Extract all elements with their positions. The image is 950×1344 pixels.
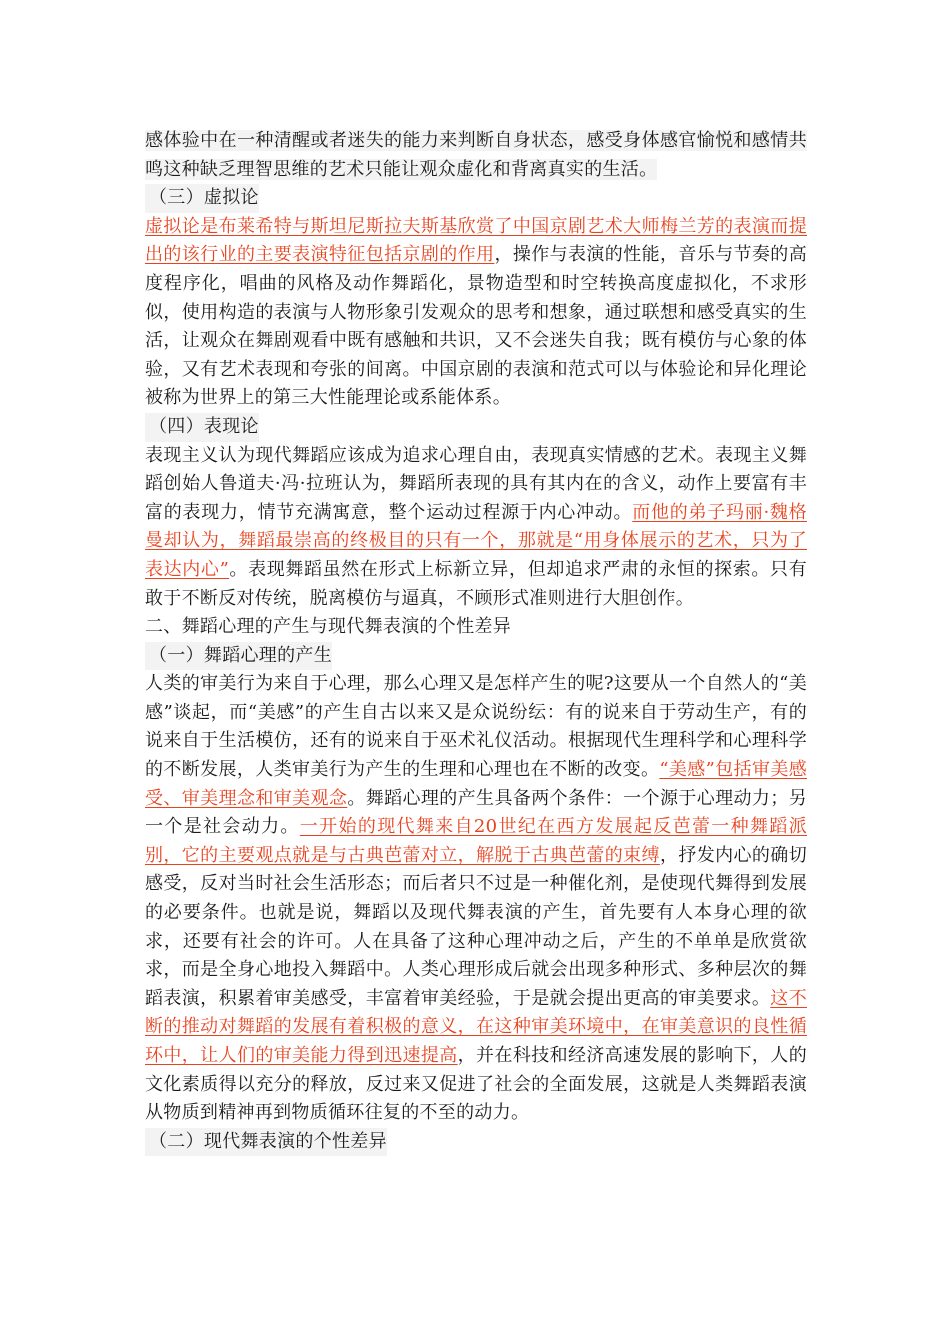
heading-text: （二）现代舞表演的个性差异	[145, 1128, 387, 1157]
heading-text: （三）虚拟论	[145, 184, 259, 213]
document-body	[145, 127, 807, 1156]
paragraph-text: 。舞蹈心理的产生具备两个条件：一个源于心理动力；另一个是社会动力。	[145, 787, 807, 838]
paragraph-text: 。表现舞蹈虽然在形式上标新立异，但却追求严肃的永恒的探索。只有敢于不断反对传统，脱离模仿与逼真，不顾形式准则进行大胆创作。	[145, 558, 808, 609]
paragraph-virtual-theory	[145, 213, 807, 413]
heading-text: （四）表现论	[145, 413, 259, 442]
chapter-heading-section-2	[145, 613, 807, 642]
heading-text: （一）舞蹈心理的产生	[145, 642, 332, 671]
paragraph-text: ，并在科技和经济高速发展的影响下，人的文化素质得以充分的释放，反过来又促进了社会的全面发展，这就是人类舞蹈表演从物质到精神再到物质循环往复的不至的动力。	[145, 1045, 807, 1124]
highlighted-text: 这不断的推动对舞蹈的发展有着积极的意义，在这种审美环境中，在审美意识的良性循环中，让人们的审美能力得到迅速提高	[145, 987, 807, 1066]
highlighted-text: “美感”包括审美感受、审美理念和审美观念	[145, 759, 807, 809]
paragraph-text: 表现主义认为现代舞蹈应该成为追求心理自由，表现真实情感的艺术。表现主义舞蹈创始人鲁道夫·冯·拉班认为，舞蹈所表现的具有其内在的含义，动作上要富有丰富的表现力，情节充满寓意，整个运动过程源于内心冲动。	[145, 444, 807, 523]
highlighted-text: 而他的弟子玛丽·魏格曼却认为，舞蹈最崇高的终极目的只有一个，那就是“用身体展示的艺术，只为了表达内心”	[145, 501, 807, 580]
highlighted-text: 一开始的现代舞来自20世纪在西方发展起反芭蕾一种舞蹈派别，它的主要观点就是与古典芭蕾对立，解脱于古典芭蕾的束缚	[145, 816, 807, 866]
paragraph-text: ，抒发内心的确切感受，反对当时社会生活形态；而后者只不过是一种催化剂，是使现代舞得到发展的必要条件。也就是说，舞蹈以及现代舞表演的产生，首先要有人本身心理的欲求，还要有社会的许可。人在具备了这种心理冲动之后，产生的不单单是欣赏欲求，而是全身心地投入舞蹈中。人类心理形成后就会出现多种形式、多种层次的舞蹈表演，积累着审美感受，丰富着审美经验，于是就会提出更高的审美要求。	[145, 844, 807, 1009]
paragraph-dance-psychology	[145, 670, 807, 1128]
paragraph-text: 人类的审美行为来自于心理，那么心理又是怎样产生的呢?这要从一个自然人的“美感”谈起，而“美感”的产生自古以来又是众说纷纭：有的说来自于劳动生产，有的说来自于生活模仿，还有的说来自于巫术礼仪活动。根据现代生理科学和心理科学的不断发展，人类审美行为产生的生理和心理也在不断的改变。	[145, 673, 807, 781]
section-heading-expression-theory	[145, 413, 807, 442]
paragraph-intro-continuation	[145, 127, 807, 184]
heading-text: 二、舞蹈心理的产生与现代舞表演的个性差异	[145, 616, 511, 638]
paragraph-text: 感体验中在一种清醒或者迷失的能力来判断自身状态，感受身体感官愉悦和感情共鸣这种缺乏理智思维的艺术只能让观众虚化和背离真实的生活。	[145, 130, 807, 180]
section-heading-virtual-theory	[145, 184, 807, 213]
section-heading-individual-differences	[145, 1128, 807, 1157]
paragraph-text: ，操作与表演的性能，音乐与节奏的高度程序化，唱曲的风格及动作舞蹈化，景物造型和时空转换高度虚拟化，不求形似，使用构造的表演与人物形象引发观众的思考和想象，通过联想和感受真实的生活，让观众在舞剧观看中既有感触和共识，又不会迷失自我；既有模仿与心象的体验，又有艺术表现和夸张的间离。中国京剧的表演和范式可以与体验论和异化理论被称为世界上的第三大性能理论或系能体系。	[145, 244, 807, 409]
paragraph-expression-theory	[145, 442, 807, 614]
highlighted-text: 虚拟论是布莱希特与斯坦尼斯拉夫斯基欣赏了中国京剧艺术大师梅兰芳的表演而提出的该行业的主要表演特征包括京剧的作用	[145, 215, 807, 266]
section-heading-dance-psychology	[145, 642, 807, 671]
